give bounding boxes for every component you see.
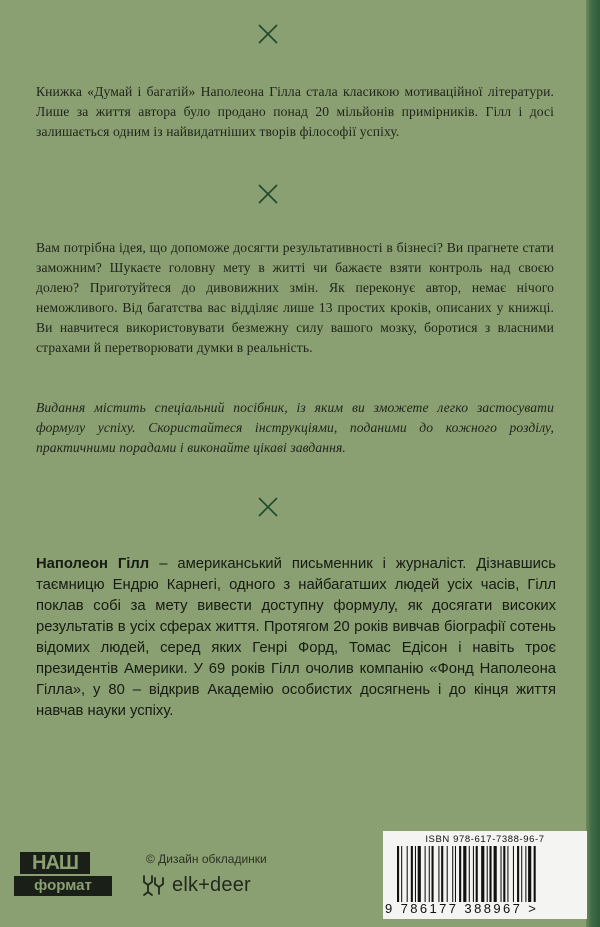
design-studio-name: elk+deer	[172, 873, 251, 896]
author-name: Наполеон Гілл	[36, 556, 150, 572]
isbn-text: ISBN 978-617-7388-96-7	[425, 834, 545, 845]
barcode-bar	[459, 846, 461, 902]
barcode-bar	[534, 846, 536, 902]
pitch-paragraph: Вам потрібна ідея, що допоможе досягти результативності в бізнесі? Ви прагнете стати заможним? Шукаєте головну мету в житті чи бажаєте взяти контроль над своєю долею? Приготуйтеся до дивовижних змін. Як переконує автор, немає нічого неможливого. Від багатства вас відділяє лише 13 простих кроків, описаних у книжці. Ви навчитеся використовувати безмежну силу вашого мозку, боротися з власними страхами й перетворювати думки в реальність.	[36, 240, 554, 355]
elk-deer-logo-icon	[140, 872, 166, 898]
barcode-bar	[415, 846, 416, 902]
barcode-digits: 9 786177 388967 >	[385, 901, 539, 916]
barcode-bar	[447, 846, 448, 902]
barcode-bar	[473, 846, 474, 902]
barcode-bar	[501, 846, 502, 902]
publisher-logo-bottom: формат	[14, 876, 112, 896]
author-bio	[36, 554, 556, 722]
barcode-bar	[418, 846, 421, 902]
barcode-bar	[429, 846, 430, 902]
cross-divider-icon	[257, 183, 279, 205]
isbn-barcode	[383, 831, 587, 919]
barcode-bar	[525, 846, 526, 902]
barcode-bar	[407, 846, 408, 902]
cross-divider-icon	[257, 496, 279, 518]
barcode-bar	[487, 846, 488, 902]
design-studio-logo	[140, 872, 251, 898]
spine-edge	[586, 0, 600, 927]
barcode-bar	[521, 846, 522, 902]
barcode-bar	[503, 846, 505, 902]
design-credit: © Дизайн обкладинки	[146, 852, 267, 866]
edition-note-paragraph: Видання містить спеціальний посібник, із яким ви зможете легко застосувати формулу успіху. Скористайтеся інструкціями, поданими до кожного розділу, практичними порадами і виконайте цікаві завдання.	[36, 400, 554, 455]
barcode-bar	[489, 846, 491, 902]
barcode-bar	[463, 846, 466, 902]
barcode-bar	[401, 846, 402, 902]
barcode-bar	[513, 846, 514, 902]
barcode-bar	[528, 846, 531, 902]
barcode-bar	[452, 846, 453, 902]
barcode-bar	[397, 846, 399, 902]
intro-paragraph: Книжка «Думай і багатій» Наполеона Гілла стала класикою мотиваційної літератури. Лише за життя автора було продано понад 20 мільйонів примірників. Гілл і досі залишається одним із найвидатніших творів філософії успіху.	[36, 84, 554, 139]
barcode-bar	[432, 846, 434, 902]
barcode-bar	[481, 846, 484, 902]
barcode-bar	[455, 846, 456, 902]
barcode-bar	[441, 846, 443, 902]
barcode-bar	[507, 846, 508, 902]
barcode-bar	[517, 846, 519, 902]
barcode-bars	[397, 846, 573, 902]
author-bio-text: – американський письменник і журналіст. Дізнавшись таємницю Ендрю Карнегі, одного з найбагатших людей усіх часів, Гілл поклав собі за мету вивести доступну формулу, як досягати високих результатів в усіх сферах життя. Протягом 20 років вивчав біографії сотень відомих людей, серед яких Генрі Форд, Томас Едісон і навіть троє президентів Америки. У 69 років Гілл очолив компанію «Фонд Наполеона Гілла», у 80 – відкрив Академію особистих досягнень і до кінця життя навчав науки успіху.	[36, 556, 556, 719]
barcode-bar	[476, 846, 478, 902]
barcode-bar	[469, 846, 470, 902]
barcode-bar	[425, 846, 426, 902]
barcode-bar	[438, 846, 439, 902]
publisher-logo-top: НАШ	[20, 852, 90, 874]
barcode-bar	[494, 846, 497, 902]
publisher-logo	[14, 852, 112, 896]
cross-divider-icon	[257, 23, 279, 45]
barcode-bar	[411, 846, 413, 902]
